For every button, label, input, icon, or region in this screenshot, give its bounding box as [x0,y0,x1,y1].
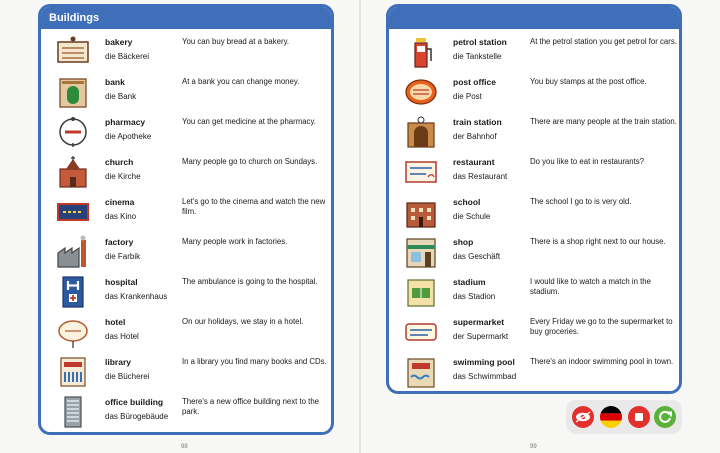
example-sentence: Many people go to church on Sundays. [182,157,318,166]
vocab-row-school[interactable] [389,193,679,233]
church-icon [56,155,90,189]
vocab-row-shop[interactable] [389,233,679,273]
german-word: das Kino [105,212,137,221]
example-sentence: Do you like to eat in restaurants? [530,157,644,166]
vocab-row-swimming-pool[interactable] [389,353,679,393]
example-sentence: The ambulance is going to the hospital. [182,277,318,286]
shop-icon [404,235,438,269]
example-sentence: You can get medicine at the pharmacy. [182,117,316,126]
vocab-row-hospital[interactable] [41,273,331,313]
eye-icon[interactable] [572,406,594,428]
english-word: supermarket [453,317,505,327]
english-word: petrol station [453,37,507,47]
german-word: das Bürogebäude [105,412,169,421]
example-sentence: Every Friday we go to the supermarket to buy groceries. [530,317,673,336]
vocab-row-supermarket[interactable] [389,313,679,353]
example-sentence: At the petrol station you get petrol for cars. [530,37,677,46]
example-sentence: You buy stamps at the post office. [530,77,647,86]
bakery-icon [56,35,90,69]
train-station-icon [404,115,438,149]
example-sentence: Let's go to the cinema and watch the new film. [182,197,326,216]
english-word: post office [453,77,496,87]
german-word: die Bücherei [105,372,150,381]
vocab-row-train-station[interactable] [389,113,679,153]
page-number-right: 99 [530,444,537,450]
example-sentence: Many people work in factories. [182,237,288,246]
english-word: pharmacy [105,117,146,127]
section-title: Buildings [41,7,331,29]
example-sentence: I would like to watch a match in the stadium. [530,277,651,296]
vocab-row-post-office[interactable] [389,73,679,113]
playback-controls [566,400,682,434]
vocab-row-library[interactable] [41,353,331,393]
buildings-vocabulary-panel-left [38,4,334,435]
supermarket-icon [404,315,438,349]
english-word: church [105,157,134,167]
hospital-icon [56,275,90,309]
vocab-row-hotel[interactable] [41,313,331,353]
english-word: library [105,357,131,367]
english-word: shop [453,237,474,247]
post-office-icon [404,75,438,109]
vocab-row-office-building[interactable] [41,393,331,433]
example-sentence: There's a new office building next to the park. [182,397,320,416]
example-sentence: At a bank you can change money. [182,77,300,86]
german-word: die Bank [105,92,137,101]
vocab-row-factory[interactable] [41,233,331,273]
factory-icon [56,235,90,269]
example-sentence: There is a shop right next to our house. [530,237,666,246]
german-word: das Geschäft [453,252,501,261]
german-word: das Restaurant [453,172,508,181]
english-word: office building [105,397,164,407]
example-sentence: There are many people at the train station. [530,117,677,126]
english-word: swimming pool [453,357,515,367]
german-word: das Stadion [453,292,496,301]
english-word: hospital [105,277,138,287]
library-icon [56,355,90,389]
restaurant-icon [404,155,438,189]
german-word: die Tankstelle [453,52,502,61]
german-word: die Farbik [105,252,141,261]
german-word: die Post [453,92,482,101]
vocab-row-petrol-station[interactable] [389,33,679,73]
vocab-row-cinema[interactable] [41,193,331,233]
buildings-vocabulary-panel-right [386,4,682,394]
example-sentence: The school I go to is very old. [530,197,632,206]
cinema-icon [56,195,90,229]
german-word: die Apotheke [105,132,152,141]
page-number-left: 98 [181,444,188,450]
german-word: die Bäckerei [105,52,150,61]
swimming-pool-icon [404,355,438,389]
german-flag-icon[interactable] [600,406,622,428]
vocab-row-stadium[interactable] [389,273,679,313]
stop-icon[interactable] [628,406,650,428]
office-building-icon [56,395,90,429]
english-word: school [453,197,481,207]
vocab-row-bakery[interactable] [41,33,331,73]
school-icon [404,195,438,229]
german-word: der Bahnhof [453,132,497,141]
hotel-icon [56,315,90,349]
vocab-row-church[interactable] [41,153,331,193]
english-word: cinema [105,197,135,207]
english-word: factory [105,237,134,247]
german-word: das Krankenhaus [105,292,168,301]
panel-header-bar [389,7,679,29]
bank-icon [56,75,90,109]
example-sentence: On our holidays, we stay in a hotel. [182,317,304,326]
example-sentence: There's an indoor swimming pool in town. [530,357,674,366]
vocab-row-pharmacy[interactable] [41,113,331,153]
german-word: die Schule [453,212,491,221]
english-word: bakery [105,37,133,47]
example-sentence: You can buy bread at a bakery. [182,37,290,46]
german-word: das Hotel [105,332,139,341]
pharmacy-icon [56,115,90,149]
german-word: das Schwimmbad [453,372,517,381]
petrol-station-icon [404,35,438,69]
english-word: restaurant [453,157,495,167]
german-word: der Supermarkt [453,332,509,341]
english-word: stadium [453,277,486,287]
vocab-row-restaurant[interactable] [389,153,679,193]
stadium-icon [404,275,438,309]
example-sentence: In a library you find many books and CDs. [182,357,327,366]
german-word: die Kirche [105,172,141,181]
refresh-icon[interactable] [654,406,676,428]
english-word: train station [453,117,502,127]
english-word: bank [105,77,125,87]
english-word: hotel [105,317,126,327]
vocab-row-bank[interactable] [41,73,331,113]
